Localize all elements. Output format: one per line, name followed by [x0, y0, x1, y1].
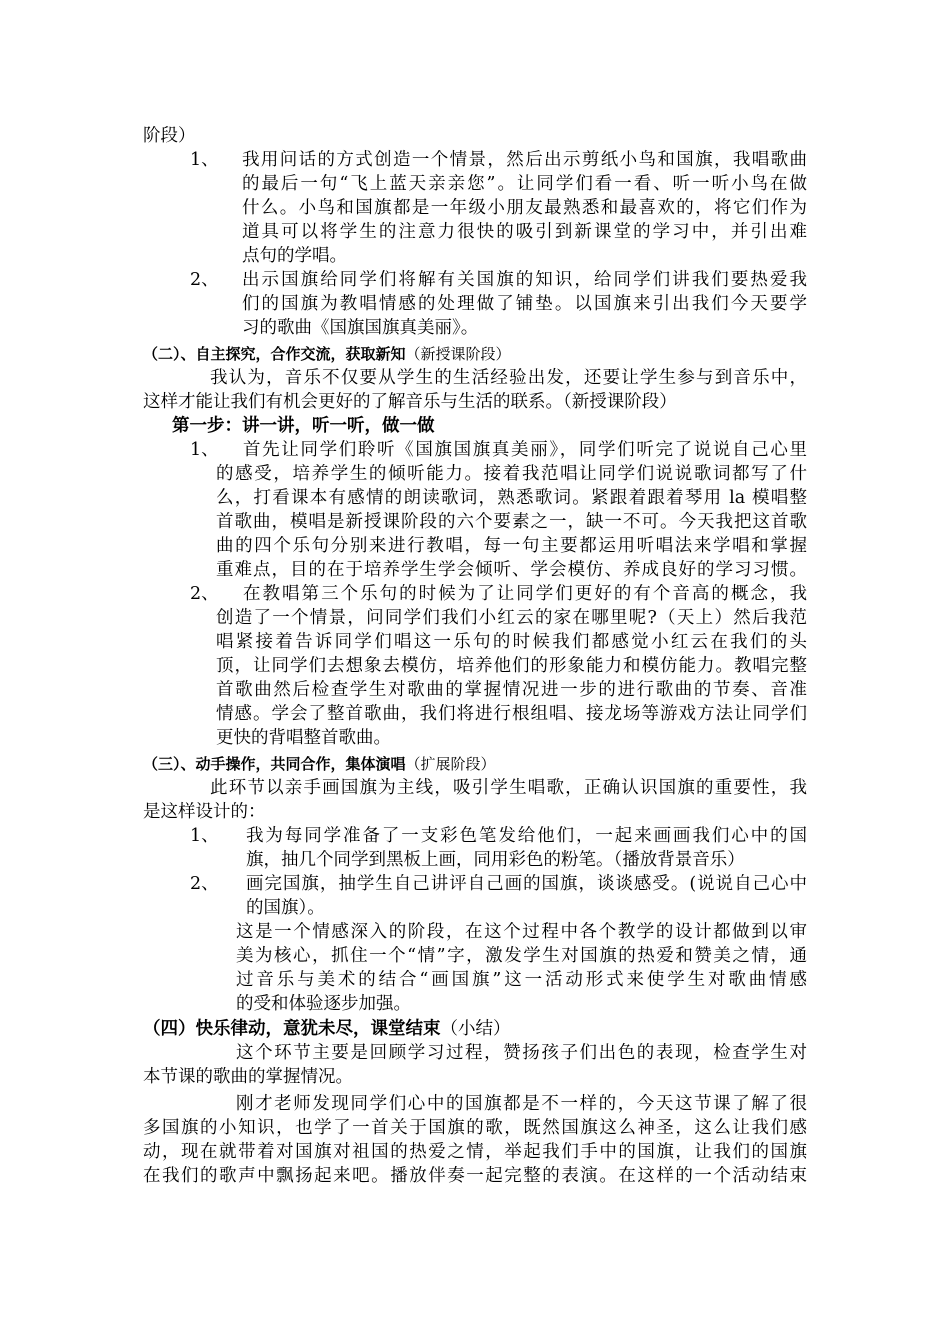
list-item-line: 么，打看课本有感情的朗读歌词，熟悉歌词。紧跟着跟着琴用 la 模唱整 [216, 488, 807, 508]
paragraph-line: 动，现在就带着对国旗对祖国的热爱之情，举起我们手中的国旗，让我们的国旗 [143, 1142, 807, 1162]
list-item-line: 我用问话的方式创造一个情景，然后出示剪纸小鸟和国旗，我唱歌曲 [242, 150, 807, 170]
paragraph-line: 这是一个情感深入的阶段，在这个过程中各个教学的设计都做到以审 [236, 922, 807, 942]
paragraph-line: 我认为，音乐不仅要从学生的生活经验出发，还要让学生参与到音乐中， [210, 368, 807, 388]
list-item-line: 创造了一个情景，问同学们我们小红云的家在哪里呢?（天上）然后我范 [216, 608, 807, 628]
list-item-line: 旗，抽几个同学到黑板上画，同用彩色的粉笔。（播放背景音乐） [246, 850, 745, 870]
list-item-line: 首先让同学们聆听《国旗国旗真美丽》，同学们听完了说说自己心里 [243, 440, 807, 460]
paragraph-line: 过音乐与美术的结合“画国旗”这一活动形式来使学生对歌曲情感 [236, 970, 807, 990]
list-item-line: 曲的四个乐句分别来进行教唱，每一句主要都运用听唱法来学唱和掌握 [216, 536, 807, 556]
list-item-line: 的感受，培养学生的倾听能力。接着我范唱让同学们说说歌词都写了什 [216, 464, 807, 484]
list-item-line: 重难点，目的在于培养学生学会倾听、学会模仿、养成良好的学习习惯。 [216, 560, 807, 580]
list-item-line: 情感。学会了整首歌曲，我们将进行根组唱、接龙场等游戏方法让同学们 [216, 704, 807, 724]
continuation-line: 阶段） [143, 126, 196, 146]
list-item-line: 首歌曲，模唱是新授课阶段的六个要素之一，缺一不可。今天我把这首歌 [216, 512, 807, 532]
list-item-line: 顶，让同学们去想象去模仿，培养他们的形象能力和模仿能力。教唱完整 [216, 656, 807, 676]
list-item-line: 的最后一句“飞上蓝天亲亲您”。让同学们看一看、听一听小鸟在做 [242, 174, 807, 194]
section-heading-text: （三）、动手操作，共同合作，集体演唱 [143, 755, 406, 773]
list-item-line: 道具可以将学生的注意力很快的吸引到新课堂的学习中，并引出难 [242, 222, 807, 242]
paragraph-line: 多国旗的小知识，也学了一首关于国旗的歌，既然国旗这么神圣，这么让我们感 [143, 1118, 807, 1138]
list-number: 1、 [190, 150, 219, 170]
list-number: 1、 [190, 440, 219, 460]
list-item-line: 在教唱第三个乐句的时候为了让同学们更好的有个音高的概念，我 [243, 584, 807, 604]
list-number: 2、 [190, 270, 219, 290]
list-item-line: 我为每同学准备了一支彩色笔发给他们，一起来画画我们心中的国 [246, 826, 807, 846]
paragraph-line: 这样才能让我们有机会更好的了解音乐与生活的联系。（新授课阶段） [143, 392, 677, 412]
section-heading [143, 1017, 511, 1041]
paragraph-line: 在我们的歌声中飘扬起来吧。播放伴奏一起完整的表演。在这样的一个活动结束 [143, 1166, 807, 1186]
paragraph-line: 美为核心，抓住一个“情”字，激发学生对国旗的热爱和赞美之情，通 [236, 946, 807, 966]
section-heading [143, 342, 511, 366]
paragraph-line: 这个环节主要是回顾学习过程，赞扬孩子们出色的表现，检查学生对 [236, 1043, 807, 1063]
section-stage-label: （扩展阶段） [405, 755, 496, 773]
list-item-line: 出示国旗给同学们将解有关国旗的知识，给同学们讲我们要热爱我 [242, 270, 807, 290]
paragraph-line: 本节课的歌曲的掌握情况。 [143, 1067, 353, 1087]
list-number: 1、 [190, 826, 219, 846]
list-item-line: 点句的学唱。 [242, 246, 347, 266]
paragraph-line: 此环节以亲手画国旗为主线，吸引学生唱歌，正确认识国旗的重要性，我 [210, 778, 807, 798]
list-item-line: 什么。小鸟和国旗都是一年级小朋友最熟悉和最喜欢的，将它们作为 [242, 198, 807, 218]
section-stage-label: （小结） [440, 1019, 511, 1039]
section-heading-text: （四）快乐律动，意犹未尽，课堂结束 [143, 1019, 441, 1039]
section-heading [143, 752, 496, 776]
list-number: 2、 [190, 584, 219, 604]
list-item-line: 唱紧接着告诉同学们唱这一乐句的时候我们都感觉小红云在我们的头 [216, 632, 807, 652]
paragraph-line: 的受和体验逐步加强。 [236, 994, 411, 1014]
list-number: 2、 [190, 874, 219, 894]
list-item-line: 更快的背唱整首歌曲。 [216, 728, 391, 748]
section-heading-text: （二）、自主探究，合作交流，获取新知 [143, 345, 406, 363]
list-item-line: 习的歌曲《国旗国旗真美丽》。 [242, 318, 479, 338]
step-heading: 第一步：讲一讲，听一听，做一做 [172, 416, 435, 436]
list-item-line: 的国旗）。 [246, 898, 325, 918]
list-item-line: 首歌曲然后检查学生对歌曲的掌握情况进一步的进行歌曲的节奏、音准 [216, 680, 807, 700]
list-item-line: 们的国旗为教唱情感的处理做了铺垫。以国旗来引出我们今天要学 [242, 294, 807, 314]
section-stage-label: （新授课阶段） [405, 345, 511, 363]
paragraph-line: 刚才老师发现同学们心中的国旗都是不一样的，今天这节课了解了很 [236, 1094, 807, 1114]
list-item-line: 画完国旗，抽学生自己讲评自己画的国旗，谈谈感受。(说说自己心中 [246, 874, 807, 894]
paragraph-line: 是这样设计的： [143, 802, 266, 822]
